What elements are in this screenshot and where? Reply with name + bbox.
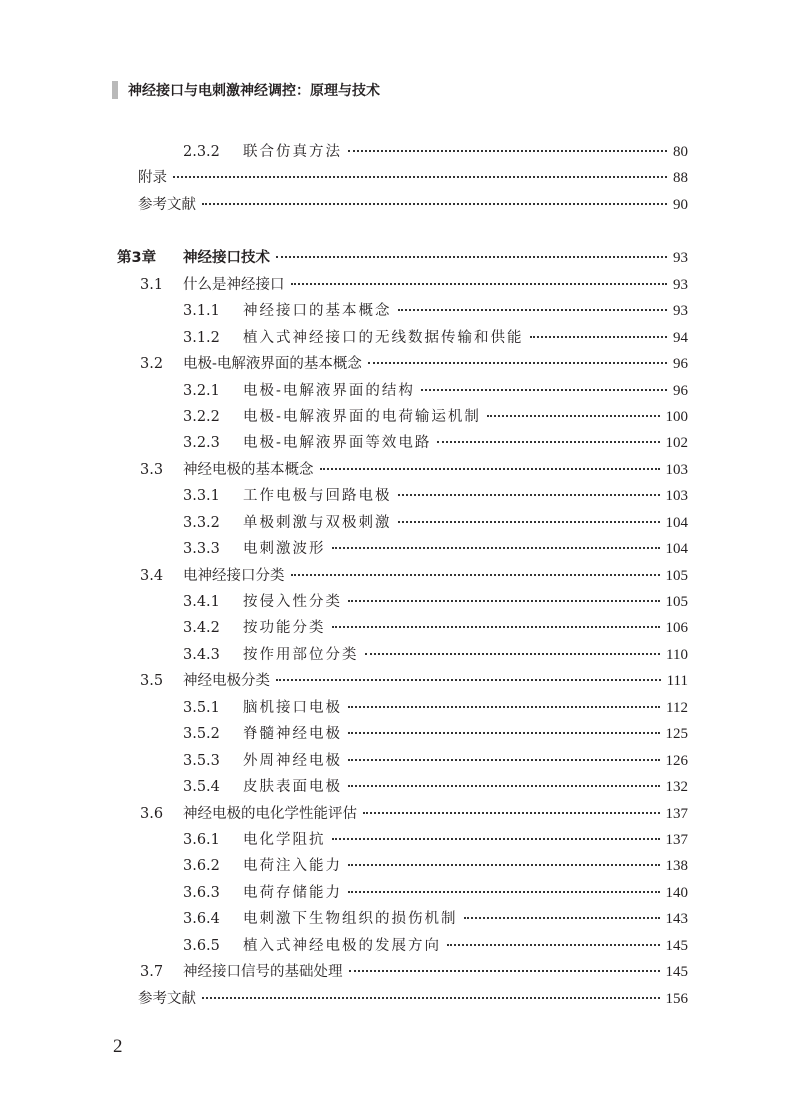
- toc-entry[interactable]: [117, 458, 688, 484]
- toc-entry-number: 3.4.1: [183, 594, 220, 610]
- toc-entry-title: 电神经接口分类: [183, 567, 285, 584]
- dot-leader: [291, 283, 668, 285]
- toc-entry-number: 3.6: [140, 805, 164, 822]
- toc-entry-page: 137: [665, 805, 688, 822]
- toc-entry[interactable]: [117, 299, 688, 325]
- toc-entry[interactable]: [117, 987, 688, 1013]
- toc-entry-number: 2.3.2: [183, 144, 220, 160]
- toc-entry-page: 125: [665, 726, 688, 743]
- dot-leader: [421, 389, 667, 391]
- dot-leader: [348, 864, 660, 866]
- toc-entry-page: 102: [665, 435, 688, 452]
- toc-entry-title: 参考文献: [138, 990, 196, 1007]
- dot-leader: [173, 176, 667, 178]
- dot-leader: [276, 679, 661, 681]
- toc-entry[interactable]: [117, 669, 688, 695]
- toc-entry[interactable]: [117, 960, 688, 986]
- toc-entry-number: 3.1: [140, 276, 164, 293]
- toc-entry-title: 电化学阻抗: [243, 831, 326, 848]
- toc-entry[interactable]: [117, 828, 688, 854]
- toc-entry-page: 103: [665, 488, 688, 505]
- toc-entry-page: 145: [665, 937, 688, 954]
- toc-entry-title: 电刺激波形: [243, 541, 326, 558]
- dot-leader: [348, 785, 660, 787]
- toc-entry-page: 126: [665, 752, 688, 769]
- toc-entry-page: 145: [665, 964, 688, 981]
- toc-entry-number: 3.3.3: [183, 541, 220, 558]
- toc-entry-page: 100: [665, 408, 688, 425]
- toc-entry-number: 3.2.1: [183, 382, 220, 399]
- toc-entry-page: 90: [673, 196, 688, 213]
- toc-entry-page: 94: [673, 329, 688, 346]
- dot-leader: [332, 626, 660, 628]
- toc-entry-title: 脊髓神经电极: [243, 726, 342, 743]
- toc-entry[interactable]: [117, 802, 688, 828]
- toc-entry-page: 80: [673, 144, 688, 160]
- dot-leader: [398, 309, 668, 311]
- toc-entry-number: 3.2.2: [183, 408, 220, 425]
- toc-entry[interactable]: [117, 352, 688, 378]
- dot-leader: [332, 547, 660, 549]
- toc-entry-number: 3.4.3: [183, 646, 220, 663]
- toc-entry-title: 电极-电解液界面等效电路: [243, 435, 432, 452]
- toc-entry-page: 105: [665, 594, 688, 610]
- toc-entry-page: 96: [673, 382, 688, 399]
- toc-entry[interactable]: [117, 484, 688, 510]
- dot-leader: [464, 917, 660, 919]
- toc-entry[interactable]: [117, 273, 688, 299]
- toc-entry[interactable]: [117, 431, 688, 457]
- dot-leader: [348, 891, 660, 893]
- toc-entry-number: 3.6.4: [183, 911, 220, 928]
- toc-entry-title: 皮肤表面电极: [243, 779, 342, 796]
- toc-entry[interactable]: [117, 854, 688, 880]
- toc-entry[interactable]: [117, 616, 688, 642]
- toc-entry-page: 93: [673, 303, 688, 320]
- toc-entry-number: 3.1.1: [183, 303, 220, 320]
- dot-leader: [368, 362, 667, 364]
- toc-entry-number: 3.2: [140, 356, 164, 373]
- toc-entry-title: 电极-电解液界面的基本概念: [183, 356, 362, 373]
- toc-entry[interactable]: [117, 590, 688, 616]
- toc-entry[interactable]: [117, 749, 688, 775]
- toc-entry[interactable]: [117, 907, 688, 933]
- header-bar-decoration: [112, 81, 118, 99]
- toc-entry-title: 工作电极与回路电极: [243, 488, 392, 505]
- toc-entry-title: 电荷存储能力: [243, 884, 342, 901]
- toc-entry-page: 106: [665, 620, 688, 637]
- toc-entry[interactable]: [117, 775, 688, 801]
- toc-entry-number: 3.5.3: [183, 752, 220, 769]
- toc-entry-page: 111: [666, 673, 688, 690]
- toc-entry-page: 93: [673, 276, 688, 293]
- toc-entry-title: 神经电极的电化学性能评估: [183, 805, 357, 822]
- toc-entry-title: 电极-电解液界面的电荷输运机制: [243, 408, 481, 425]
- toc-entry[interactable]: [117, 379, 688, 405]
- dot-leader: [349, 970, 660, 972]
- toc-entry-number: 3.4.2: [183, 620, 220, 637]
- toc-entry[interactable]: [117, 934, 688, 960]
- toc-entry-page: 156: [665, 990, 688, 1007]
- toc-entry-number: 3.5.4: [183, 779, 220, 796]
- running-header: [112, 80, 380, 100]
- toc-entry-page: 110: [666, 646, 688, 663]
- toc-entry-page: 96: [673, 356, 688, 373]
- dot-leader: [530, 336, 668, 338]
- toc-entry-number: 3.4: [140, 567, 164, 584]
- toc-entry[interactable]: [117, 246, 688, 272]
- toc-entry-page: 104: [665, 514, 688, 531]
- toc-entry-page: 88: [673, 170, 688, 187]
- toc-entry-title: 神经接口技术: [183, 250, 270, 267]
- toc-entry-title: 植入式神经电极的发展方向: [243, 937, 441, 954]
- dot-leader: [320, 468, 660, 470]
- toc-entry-number: 第3章: [117, 250, 157, 267]
- toc-entry-page: 112: [666, 699, 688, 716]
- toc-entry-number: 3.3.1: [183, 488, 220, 505]
- toc-entry-title: 神经接口的基本概念: [243, 303, 392, 320]
- toc-entry-title: 参考文献: [138, 196, 196, 213]
- toc-entry-title: 什么是神经接口: [183, 276, 285, 293]
- table-of-contents: [117, 140, 688, 1013]
- dot-leader: [291, 574, 660, 576]
- toc-entry[interactable]: [117, 193, 688, 219]
- toc-entry-number: 3.6.5: [183, 937, 220, 954]
- toc-entry-number: 3.5.2: [183, 726, 220, 743]
- toc-entry-title: 联合仿真方法: [243, 144, 342, 160]
- toc-entry-number: 3.5: [140, 673, 164, 690]
- toc-entry-number: 3.5.1: [183, 699, 220, 716]
- toc-entry[interactable]: [117, 643, 688, 669]
- toc-entry-page: 132: [665, 779, 688, 796]
- dot-leader: [398, 494, 660, 496]
- dot-leader: [398, 521, 660, 523]
- toc-entry-title: 按作用部位分类: [243, 646, 359, 663]
- toc-entry-page: 143: [665, 911, 688, 928]
- toc-entry[interactable]: [117, 564, 688, 590]
- toc-entry[interactable]: [117, 696, 688, 722]
- toc-entry-title: 附录: [138, 170, 167, 187]
- toc-entry[interactable]: [117, 140, 688, 166]
- toc-entry[interactable]: [117, 722, 688, 748]
- toc-entry[interactable]: [117, 511, 688, 537]
- dot-leader: [276, 256, 667, 258]
- dot-leader: [487, 415, 660, 417]
- toc-entry-title: 单极刺激与双极刺激: [243, 514, 392, 531]
- toc-entry-title: 神经电极的基本概念: [183, 461, 314, 478]
- dot-leader: [348, 600, 660, 602]
- dot-leader: [363, 812, 660, 814]
- toc-entry-page: 104: [665, 541, 688, 558]
- toc-entry-title: 电极-电解液界面的结构: [243, 382, 415, 399]
- toc-entry-number: 3.1.2: [183, 329, 220, 346]
- toc-entry-page: 140: [665, 884, 688, 901]
- toc-entry-title: 电荷注入能力: [243, 858, 342, 875]
- toc-entry-title: 外周神经电极: [243, 752, 342, 769]
- toc-entry-title: 植入式神经接口的无线数据传输和供能: [243, 329, 524, 346]
- toc-entry-page: 137: [665, 831, 688, 848]
- toc-entry[interactable]: [117, 166, 688, 192]
- page-number: 2: [113, 1036, 123, 1057]
- toc-entry-number: 3.3: [140, 461, 164, 478]
- toc-entry-number: 3.3.2: [183, 514, 220, 531]
- toc-entry[interactable]: [117, 537, 688, 563]
- toc-entry[interactable]: [117, 326, 688, 352]
- toc-entry-number: 3.2.3: [183, 435, 220, 452]
- dot-leader: [348, 759, 660, 761]
- dot-leader: [348, 706, 660, 708]
- dot-leader: [437, 441, 659, 443]
- toc-entry-title: 电刺激下生物组织的损伤机制: [243, 911, 458, 928]
- dot-leader: [447, 944, 660, 946]
- toc-entry[interactable]: [117, 881, 688, 907]
- toc-entry-title: 神经接口信号的基础处理: [183, 964, 343, 981]
- dot-leader: [348, 732, 660, 734]
- toc-entry-title: 脑机接口电极: [243, 699, 342, 716]
- toc-entry[interactable]: [117, 405, 688, 431]
- toc-entry-title: 按侵入性分类: [243, 594, 342, 610]
- dot-leader: [202, 997, 660, 999]
- toc-entry-page: 138: [665, 858, 688, 875]
- toc-entry-title: 按功能分类: [243, 620, 326, 637]
- toc-entry-number: 3.6.1: [183, 831, 220, 848]
- toc-entry-page: 105: [665, 567, 688, 584]
- dot-leader: [332, 838, 660, 840]
- toc-entry-number: 3.7: [140, 964, 164, 981]
- toc-entry-page: 103: [665, 461, 688, 478]
- dot-leader: [348, 150, 667, 152]
- toc-entry-number: 3.6.2: [183, 858, 220, 875]
- dot-leader: [365, 653, 661, 655]
- toc-entry-page: 93: [673, 250, 688, 267]
- toc-entry-number: 3.6.3: [183, 884, 220, 901]
- book-title: 神经接口与电刺激神经调控：原理与技术: [128, 83, 380, 99]
- toc-entry-title: 神经电极分类: [183, 673, 270, 690]
- dot-leader: [202, 203, 667, 205]
